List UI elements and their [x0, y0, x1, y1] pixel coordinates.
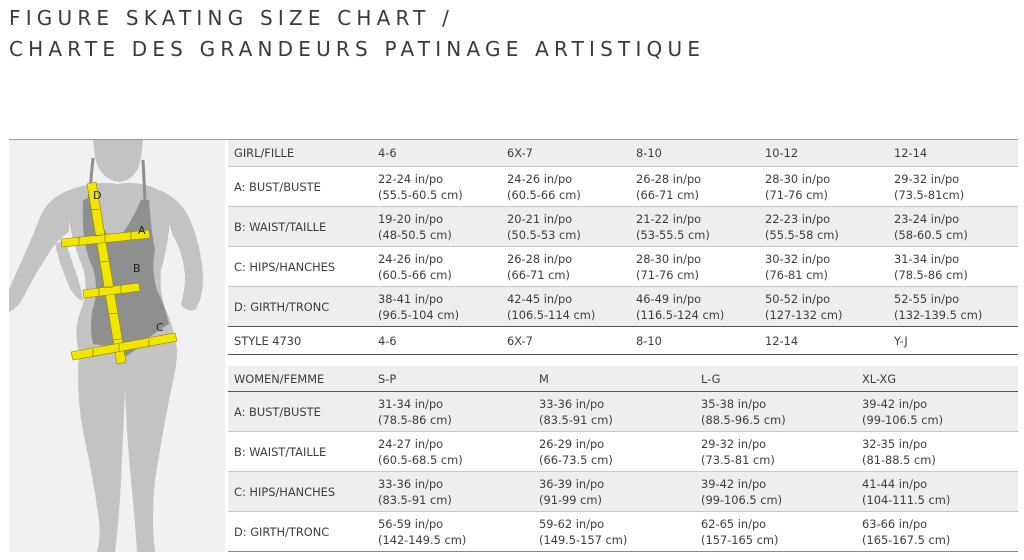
- table-cell: 56-59 in/po (142-149.5 cm): [372, 512, 533, 552]
- table-cell: 24-26 in/po (60.5-66 cm): [501, 167, 630, 207]
- table-cell: 50-52 in/po (127-132 cm): [759, 287, 888, 327]
- table-cell: 21-22 in/po (53-55.5 cm): [630, 207, 759, 247]
- girls-bust-row: [228, 167, 1018, 207]
- row-label: C: HIPS/HANCHES: [228, 472, 372, 512]
- row-label: B: WAIST/TAILLE: [228, 432, 372, 472]
- table-cell: 63-66 in/po (165-167.5 cm): [856, 512, 1018, 552]
- label-d: D: [93, 189, 102, 202]
- table-cell: 39-42 in/po (99-106.5 cm): [695, 472, 856, 512]
- girls-hips-row: [228, 247, 1018, 287]
- table-cell: 33-36 in/po (83.5-91 cm): [372, 472, 533, 512]
- table-cell: 52-55 in/po (132-139.5 cm): [888, 287, 1018, 327]
- women-hips-row: [228, 472, 1018, 512]
- women-header-label: WOMEN/FEMME: [228, 366, 372, 392]
- row-label: C: HIPS/HANCHES: [228, 247, 372, 287]
- women-size-l-g: L-G: [695, 366, 856, 392]
- table-cell: 36-39 in/po (91-99 cm): [533, 472, 695, 512]
- table-cell: 28-30 in/po (71-76 cm): [630, 247, 759, 287]
- table-cell: 26-28 in/po (66-71 cm): [630, 167, 759, 207]
- table-cell: 41-44 in/po (104-111.5 cm): [856, 472, 1018, 512]
- style-size: 4-6: [372, 327, 501, 355]
- table-cell: 23-24 in/po (58-60.5 cm): [888, 207, 1018, 247]
- women-girth-row: [228, 512, 1018, 552]
- row-label: D: GIRTH/TRONC: [228, 512, 372, 552]
- title-line-2: CHARTE DES GRANDEURS PATINAGE ARTISTIQUE: [9, 37, 706, 61]
- table-cell: 19-20 in/po (48-50.5 cm): [372, 207, 501, 247]
- girls-header-row: [228, 140, 1018, 167]
- women-waist-row: [228, 432, 1018, 472]
- title-line-1: FIGURE SKATING SIZE CHART /: [9, 6, 455, 30]
- girls-size-12-14: 12-14: [888, 140, 1018, 167]
- style-row: [228, 327, 1018, 355]
- row-label: D: GIRTH/TRONC: [228, 287, 372, 327]
- style-label: STYLE 4730: [228, 327, 372, 355]
- table-cell: 22-24 in/po (55.5-60.5 cm): [372, 167, 501, 207]
- table-cell: 26-29 in/po (66-73.5 cm): [533, 432, 695, 472]
- women-size-s-p: S-P: [372, 366, 533, 392]
- row-label: A: BUST/BUSTE: [228, 392, 372, 432]
- women-size-xl-xg: XL-XG: [856, 366, 1018, 392]
- table-cell: 20-21 in/po (50.5-53 cm): [501, 207, 630, 247]
- table-cell: 31-34 in/po (78.5-86 cm): [372, 392, 533, 432]
- girls-size-10-12: 10-12: [759, 140, 888, 167]
- body-measurement-figure: [9, 140, 225, 552]
- table-cell: 33-36 in/po (83.5-91 cm): [533, 392, 695, 432]
- table-cell: 24-27 in/po (60.5-68.5 cm): [372, 432, 533, 472]
- table-cell: 32-35 in/po (81-88.5 cm): [856, 432, 1018, 472]
- girls-size-4-6: 4-6: [372, 140, 501, 167]
- table-cell: 46-49 in/po (116.5-124 cm): [630, 287, 759, 327]
- table-cell: 28-30 in/po (71-76 cm): [759, 167, 888, 207]
- table-cell: 35-38 in/po (88.5-96.5 cm): [695, 392, 856, 432]
- label-c: C: [156, 321, 164, 334]
- girls-waist-row: [228, 207, 1018, 247]
- women-header-row: [228, 366, 1018, 392]
- table-cell: 29-32 in/po (73.5-81cm): [888, 167, 1018, 207]
- label-a: A: [138, 224, 146, 237]
- table-cell: 31-34 in/po (78.5-86 cm): [888, 247, 1018, 287]
- row-label: A: BUST/BUSTE: [228, 167, 372, 207]
- girls-header-label: GIRL/FILLE: [228, 140, 372, 167]
- women-size-m: M: [533, 366, 695, 392]
- mannequin-illustration: [9, 140, 225, 552]
- label-b: B: [133, 262, 141, 275]
- style-size: 6X-7: [501, 327, 630, 355]
- table-cell: 26-28 in/po (66-71 cm): [501, 247, 630, 287]
- table-cell: 62-65 in/po (157-165 cm): [695, 512, 856, 552]
- table-cell: 24-26 in/po (60.5-66 cm): [372, 247, 501, 287]
- girls-size-6x-7: 6X-7: [501, 140, 630, 167]
- girls-size-8-10: 8-10: [630, 140, 759, 167]
- table-cell: 30-32 in/po (76-81 cm): [759, 247, 888, 287]
- style-size: 12-14: [759, 327, 888, 355]
- table-cell: 38-41 in/po (96.5-104 cm): [372, 287, 501, 327]
- table-cell: 39-42 in/po (99-106.5 cm): [856, 392, 1018, 432]
- girls-girth-row: [228, 287, 1018, 327]
- style-size: Y-J: [888, 327, 1018, 355]
- style-size: 8-10: [630, 327, 759, 355]
- women-bust-row: [228, 392, 1018, 432]
- row-label: B: WAIST/TAILLE: [228, 207, 372, 247]
- women-size-table: [228, 366, 1018, 552]
- table-cell: 59-62 in/po (149.5-157 cm): [533, 512, 695, 552]
- table-cell: 29-32 in/po (73.5-81 cm): [695, 432, 856, 472]
- girls-size-table: [228, 140, 1018, 355]
- table-cell: 42-45 in/po (106.5-114 cm): [501, 287, 630, 327]
- table-cell: 22-23 in/po (55.5-58 cm): [759, 207, 888, 247]
